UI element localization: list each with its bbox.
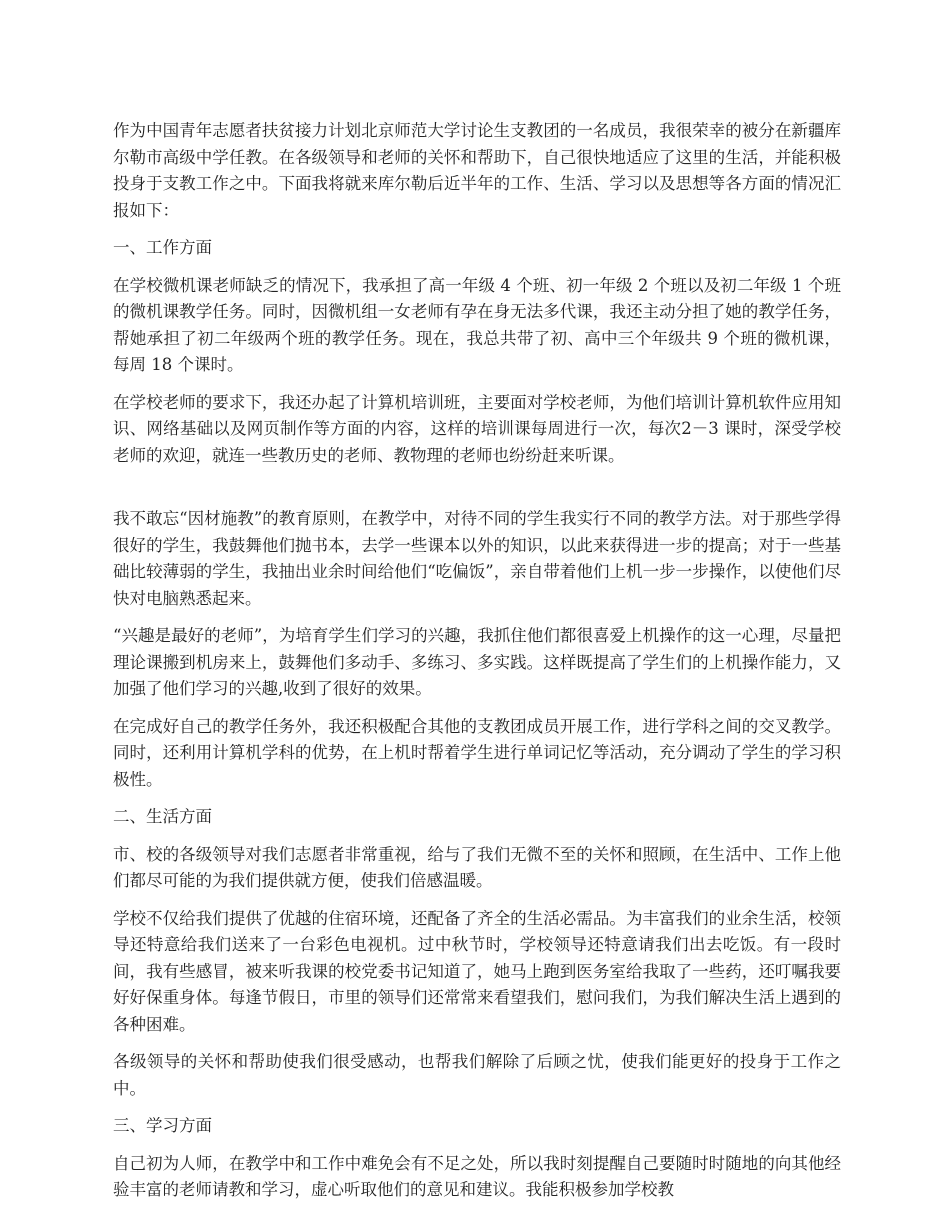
intro-paragraph: 作为中国青年志愿者扶贫接力计划北京师范大学讨论生支教团的一名成员，我很荣幸的被分在新疆库尔勒市高级中学任教。在各级领导和老师的关怀和帮助下，自己很快地适应了这里的生活，并能积极投身于支教工作之中。下面我将就来库尔勒后近半年的工作、生活、学习以及思想等各方面的情况汇报如下： bbox=[113, 121, 841, 220]
work-paragraph-4: “兴趣是最好的老师”，为培育学生们学习的兴趣，我抓住他们都很喜爱上机操作的这一心理，尽量把理论课搬到机房来上，鼓舞他们多动手、多练习、多实践。这样既提高了学生们的上机操作能力，又加强了他们学习的兴趣,收到了很好的效果。 bbox=[113, 626, 841, 698]
life-paragraph-2: 学校不仅给我们提供了优越的住宿环境，还配备了齐全的生活必需品。为丰富我们的业余生活，校领导还特意给我们送来了一台彩色电视机。过中秋节时，学校领导还特意请我们出去吃饭。有一段时间，我有些感冒，被来听我课的校党委书记知道了，她马上跑到医务室给我取了一些药，还叮嘱我要好好保重身体。每逢节假日，市里的领导们还常常来看望我们，慰问我们，为我们解决生活上遇到的各种困难。 bbox=[113, 908, 841, 1034]
document-body bbox=[113, 118, 841, 1215]
work-paragraph-3: 我不敢忘“因材施教”的教育原则，在教学中，对待不同的学生我实行不同的教学方法。对于那些学得很好的学生，我鼓舞他们抛书本，去学一些课本以外的知识，以此来获得进一步的提高；对于一些基础比较薄弱的学生，我抽出业余时间给他们“吃偏饭”，亲自带着他们上机一步一步操作，以使他们尽快对电脑熟悉起来。 bbox=[113, 509, 841, 608]
section-heading-life: 二、生活方面 bbox=[113, 807, 212, 826]
section-heading-work: 一、工作方面 bbox=[113, 238, 212, 257]
work-paragraph-2: 在学校老师的要求下，我还办起了计算机培训班，主要面对学校老师，为他们培训计算机软件应用知识、网络基础以及网页制作等方面的内容，这样的培训课每周进行一次，每次2－3 课时，深受学校老师的欢迎，就连一些教历史的老师、教物理的老师也纷纷赶来听课。 bbox=[113, 392, 841, 465]
section-heading-study: 三、学习方面 bbox=[113, 1116, 212, 1135]
life-paragraph-3: 各级领导的关怀和帮助使我们很受感动，也帮我们解除了后顾之忧，使我们能更好的投身于工作之中。 bbox=[113, 1052, 841, 1098]
work-paragraph-5: 在完成好自己的教学任务外，我还积极配合其他的支教团成员开展工作，进行学科之间的交叉教学。同时，还利用计算机学科的优势，在上机时帮着学生进行单词记忆等活动，充分调动了学生的学习积极性。 bbox=[113, 716, 841, 789]
blank-line bbox=[113, 480, 841, 506]
study-paragraph-1: 自己初为人师，在教学中和工作中难免会有不足之处，所以我时刻提醒自己要随时时随地的向其他经验丰富的老师请教和学习，虚心听取他们的意见和建议。我能积极参加学校教 bbox=[113, 1153, 841, 1199]
work-paragraph-1: 在学校微机课老师缺乏的情况下，我承担了高一年级 4 个班、初一年级 2 个班以及初二年级 1 个班的微机课教学任务。同时，因微机组一女老师有孕在身无法多代课，我还主动分担了她的教学任务，帮她承担了初二年级两个班的教学任务。现在，我总共带了初、高中三个年级共 9 个班的微机课，每周 18 个课时。 bbox=[113, 275, 841, 374]
life-paragraph-1: 市、校的各级领导对我们志愿者非常重视，给与了我们无微不至的关怀和照顾，在生活中、工作上他们都尽可能的为我们提供就方便，使我们倍感温暖。 bbox=[113, 844, 841, 890]
